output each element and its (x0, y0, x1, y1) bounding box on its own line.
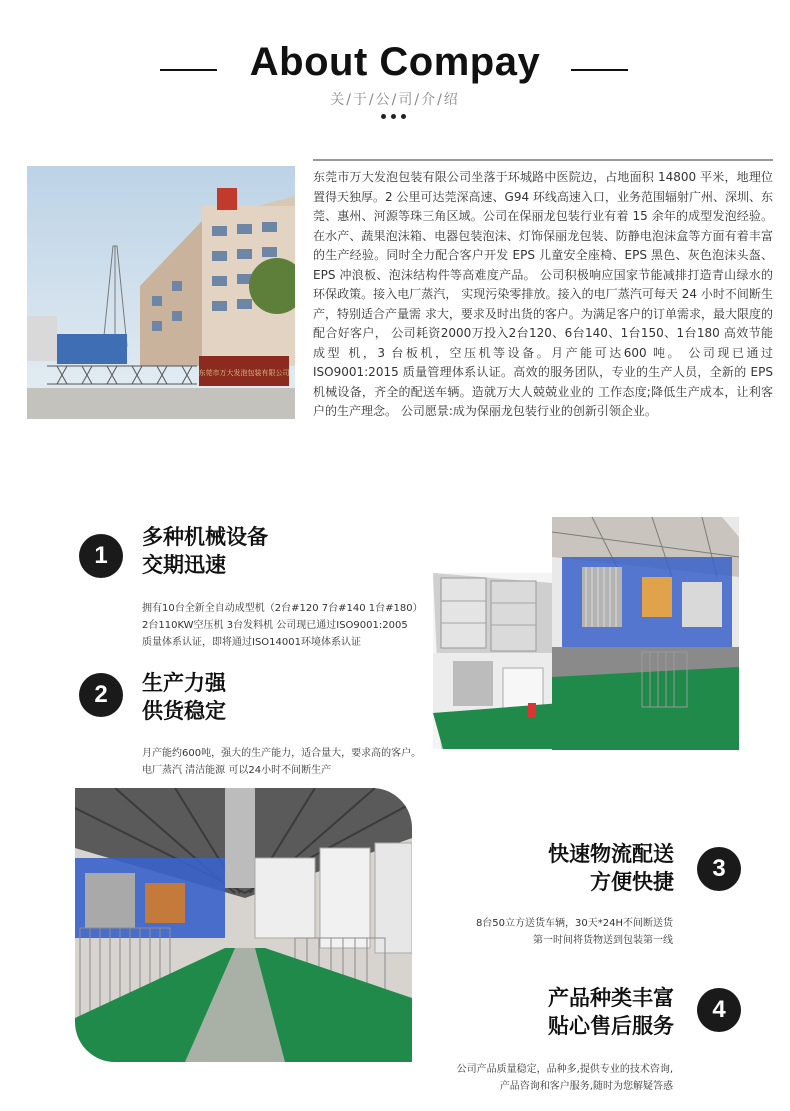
feature-3-desc-line2: 第一时间将货物送到包装第一线 (533, 935, 673, 946)
feature-1-desc-line2: 2台110KW空压机 3台发料机 公司现已通过ISO9001:2005 (142, 620, 408, 631)
feature-2-title-line2: 供货稳定 (142, 699, 226, 723)
feature-1-desc-line3: 质量体系认证，即将通过ISO14001环境体系认证 (142, 637, 361, 648)
feature-2-title-line1: 生产力强 (142, 671, 226, 695)
feature-1-title-line1: 多种机械设备 (142, 525, 268, 549)
feature-3-title-line2: 方便快捷 (590, 870, 674, 894)
feature-1-desc-line1: 拥有10台全新全自动成型机（2台#120 7台#140 1台#180） (142, 603, 423, 614)
factory-floor-photo (75, 788, 412, 1062)
feature-2-desc-line1: 月产能约600吨，强大的生产能力，适合量大，要求高的客户。 (142, 748, 422, 759)
intro-top-rule (313, 159, 773, 161)
feature-2-desc-line2: 电厂蒸汽 清洁能源 可以24小时不间断生产 (142, 765, 332, 776)
feature-4-number-badge: 4 (697, 988, 741, 1032)
page-title: About Compay (249, 40, 541, 84)
molding-machine-photo (552, 517, 739, 750)
feature-2-number-badge: 2 (79, 673, 123, 717)
feature-3-number-badge: 3 (697, 847, 741, 891)
intro-paragraph: 东莞市万大发泡包装有限公司坐落于环城路中医院边，占地面积 14800 平米，地理位置得天独厚。2 公里可达莞深高速、G94 环线高速入口，业务范围辐射广州、深圳、东莞、惠州、河源等珠三角区域。公司在保丽龙包装行业有着 15 余年的成型发泡经验。在水产、蔬果泡沫箱、电器包装泡沫、灯饰保丽龙包装、防静电泡沫盒等方面有着丰富的生产经验。同时全力配合客户开发 EPS 儿童安全座椅、EPS 黑色、灰色泡沫头盔、EPS 冲浪板、泡沫结构件等高难度产品。 公司积极响应国家节能减排打造青山绿水的环保政策。接入电厂蒸汽， 实现污染零排放。接入的电厂蒸汽可每天 24 小时不间断生产，特别适合产量需 求大，要求及时出货的客户。为满足客户的订单需求，最大限度的配合好客户， 公司耗资2000万投入2台120、6台140、1台150、1台180 高效节能成型 机，3 台板机，空压机等设备。月产能可达600 吨。 公司现已通过 ISO9001:2015 质量管理体系认证。高效的服务团队，专业的生产人员，全新的 EPS 机械设备，齐全的配送车辆。造就万大人兢兢业业的 工作态度;降低生产成本，让利客户的生产理念。 公司愿景:成为保丽龙包装行业的创新引领企业。 (313, 170, 773, 418)
feature-4-title-line2: 贴心售后服务 (548, 1014, 674, 1038)
factory-silo-photo (433, 573, 561, 749)
feature-1-number-badge: 1 (79, 534, 123, 578)
feature-1-title-line2: 交期迅速 (142, 553, 226, 577)
company-building-photo (27, 166, 295, 419)
feature-4-title-line1: 产品种类丰富 (548, 986, 674, 1010)
feature-4-desc-line2: 产品咨询和客户服务,随时为您解疑答惑 (499, 1081, 673, 1092)
page-subtitle: 关/于/公/司/介/绍 (330, 92, 460, 108)
feature-3-desc-line1: 8台50立方送货车辆，30天*24H不间断送货 (475, 918, 673, 929)
feature-3-title-line1: 快速物流配送 (548, 842, 674, 866)
gate-sign-text: 东莞市万大发泡包装有限公司 (198, 369, 290, 377)
dots-ornament (381, 114, 411, 122)
feature-4-desc-line1: 公司产品质量稳定，品种多,提供专业的技术咨询, (456, 1064, 673, 1075)
